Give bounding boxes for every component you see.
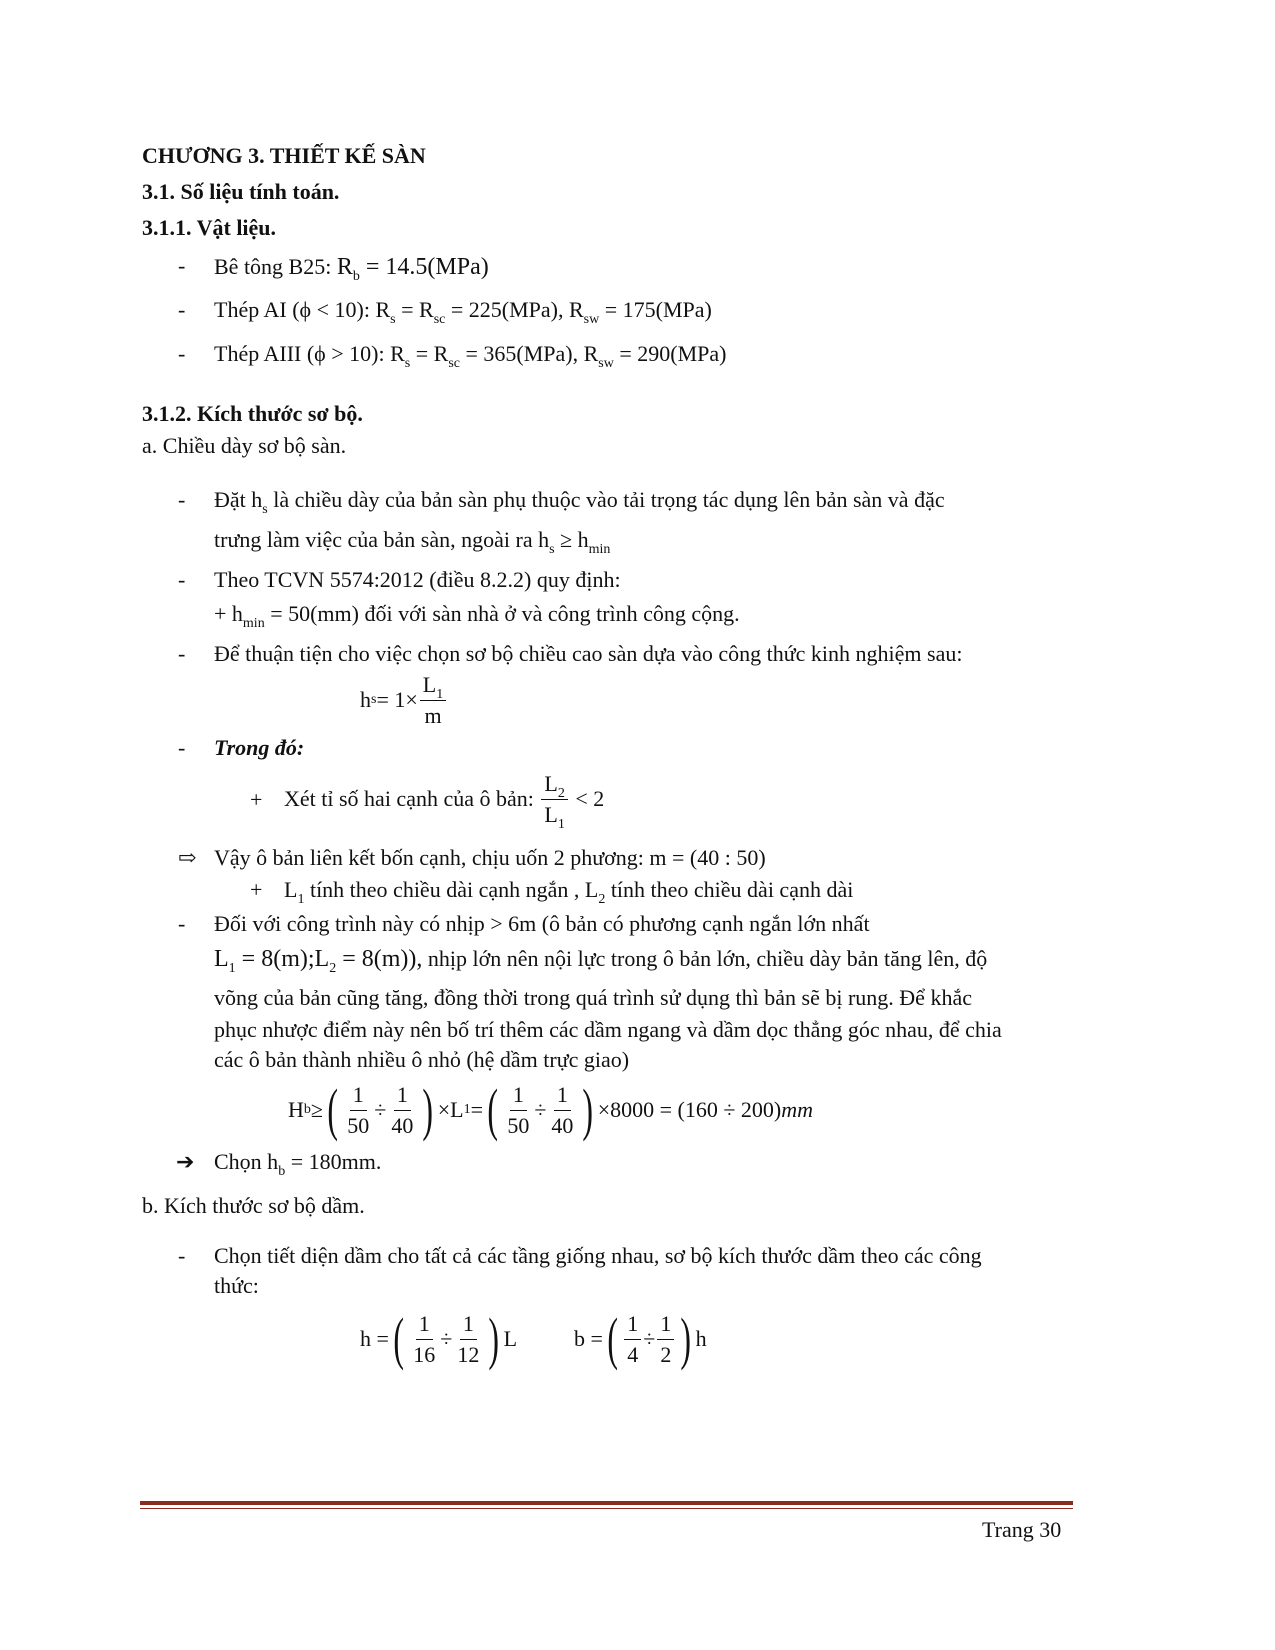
section-3-1: 3.1. Số liệu tính toán. (142, 179, 340, 204)
where-label: Trong đó: (214, 735, 305, 760)
para-span-line1: Đối với công trình này có nhịp > 6m (ô bản có phương cạnh ngắn lớn nhất (214, 911, 870, 936)
bullet-dash: - (178, 735, 186, 760)
bold-arrow-bullet: ➔ (176, 1149, 195, 1174)
para-span-line3: võng của bản cũng tăng, đồng thời trong quá trình sử dụng thì bản sẽ bị rung. Để khắc (214, 985, 972, 1010)
plus-bullet: + (250, 787, 263, 812)
subsection-b: b. Kích thước sơ bộ dầm. (142, 1193, 365, 1218)
para-span-line4: phục nhược điểm này nên bố trí thêm các dầm ngang và dầm dọc thẳng góc nhau, để chia (214, 1017, 1002, 1042)
para-thickness-line1: Đặt $h_s$ là chiều dày của bản sàn phụ thuộc vào tải trọng tác dụng lên bản sàn và đặc (214, 487, 945, 517)
para-beam-line2: thức: (214, 1273, 259, 1298)
bullet-dash: - (178, 341, 186, 366)
para-hmin: + $h_{min} = 50(mm)$ đối với sàn nhà ở và công trình công cộng. (214, 601, 740, 631)
conclusion: Vậy ô bản liên kết bốn cạnh, chịu uốn 2 phương: m = (40 : 50) (214, 845, 766, 870)
para-thickness-line2: trưng làm việc của bản sàn, ngoài ra $h_s \ge h_{min}$ (214, 527, 611, 557)
formula-beam-h: h = ( $\frac{1}{16}$ ÷ $\frac{1}{12}$ ) L (360, 1306, 518, 1371)
formula-hb: H b ≥ ( $\frac{1}{50}$ ÷ $\frac{1}{40}$ ) ×L 1 = ( $\frac{1}{50}$ ÷ $\frac{1}{40}$ ) ×8000 = (160 ÷ 200) mm (288, 1077, 814, 1142)
bullet-dash: - (178, 297, 186, 322)
bullet-dash: - (178, 641, 186, 666)
formula-beam-b: b = ( $\frac{1}{4}$ ÷ $\frac{1}{2}$ ) h (574, 1306, 707, 1371)
plus-bullet: + (250, 877, 263, 902)
para-beam-line1: Chọn tiết diện dầm cho tất cả các tầng giống nhau, sơ bộ kích thước dầm theo các công (214, 1243, 982, 1268)
material-steel-aiii: Thép AIII (ϕ > 10): $R_s = R_{sc} = 365(MPa)$, $R_{sw} = 290(MPa)$ (214, 341, 727, 371)
ratio-line: Xét tỉ số hai cạnh của ô bản: $\frac{L_2}{L_1}$ < 2 (284, 770, 605, 832)
span-definition: $L_1$ tính theo chiều dài cạnh ngắn , $L_2$ tính theo chiều dài cạnh dài (284, 877, 854, 907)
formula-hs: h s = 1× $\frac{L_1}{m}$ (360, 668, 448, 732)
para-span-line5: các ô bản thành nhiều ô nhỏ (hệ dầm trực giao) (214, 1047, 630, 1072)
bullet-dash: - (178, 1243, 186, 1268)
page-number: Trang 30 (982, 1517, 1062, 1542)
section-3-1-2: 3.1.2. Kích thước sơ bộ. (142, 401, 363, 426)
section-3-1-1: 3.1.1. Vật liệu. (142, 215, 277, 240)
bullet-dash: - (178, 487, 186, 512)
footer-rule-thin (140, 1508, 1073, 1509)
para-span-line2: $L_1$ = $8(m);L_2 = 8(m)$), nhịp lớn nên nội lực trong ô bản lớn, chiều dày bản tăng lên, độ (214, 946, 988, 976)
bullet-dash: - (178, 253, 186, 278)
para-empirical: Để thuận tiện cho việc chọn sơ bộ chiều cao sàn dựa vào công thức kinh nghiệm sau: (214, 641, 963, 666)
material-steel-ai: Thép AI (ϕ < 10): $R_s = R_{sc} = 225(MPa)$, $R_{sw} = 175(MPa)$ (214, 297, 712, 327)
arrow-bullet: ⇨ (178, 845, 197, 870)
bullet-dash: - (178, 911, 186, 936)
choose-hb: Chọn $h_b = 180mm$. (214, 1149, 382, 1179)
material-concrete: Bê tông B25: $R_b = 14.5(MPa)$ (214, 254, 489, 284)
subsection-a: a. Chiều dày sơ bộ sàn. (142, 433, 347, 458)
bullet-dash: - (178, 567, 186, 592)
footer-rule (140, 1501, 1073, 1505)
chapter-title: CHƯƠNG 3. THIẾT KẾ SÀN (142, 143, 426, 168)
para-standard: Theo TCVN 5574:2012 (điều 8.2.2) quy định: (214, 567, 621, 592)
